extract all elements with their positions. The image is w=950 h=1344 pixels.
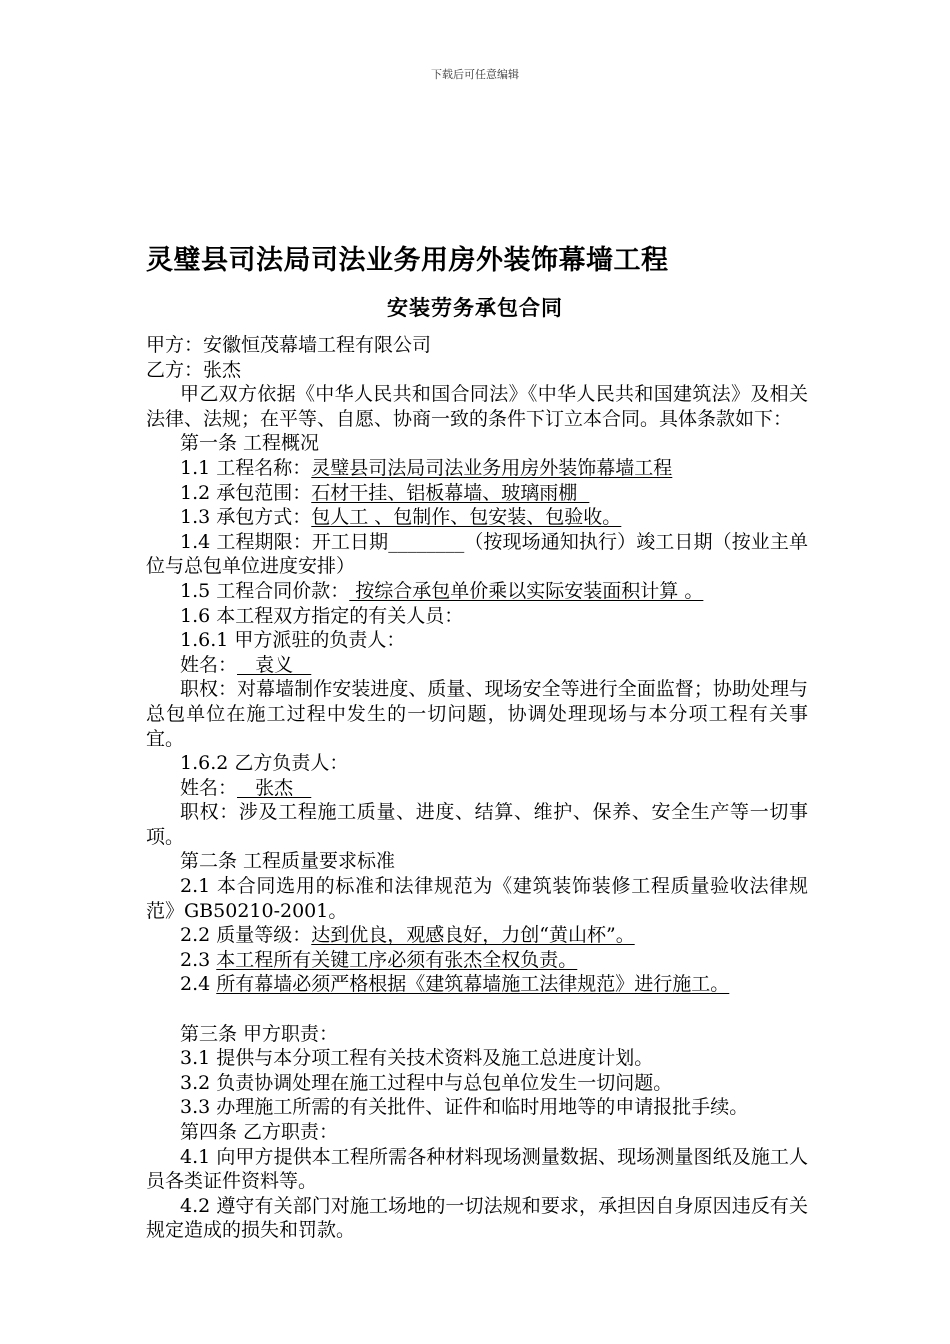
clause-1-5-label: 1.5 工程合同价款： [180,579,350,602]
clause-2-4-label: 2.4 [180,973,217,996]
party-a-value: 安徽恒茂幕墙工程有限公司 [203,334,432,356]
clause-2-1: 2.1 本合同选用的标准和法律规范为《建筑装饰装修工程质量验收法律规范》GB50210-2001。 [146,875,808,922]
party-a-rep-duty: 职权：对幕墙制作安装进度、质量、现场安全等进行全面监督；协助处理与总包单位在施工过程中发生的一切问题，协调处理现场与本分项工程有关事宜。 [146,678,808,750]
clause-1-1-label: 1.1 工程名称： [180,456,312,479]
title-project-name: 灵璧县司法局司法业务用房外装饰幕墙工程 [146,245,669,276]
clause-1-2-value: 石材干挂、铝板幕墙、玻璃雨棚 [311,481,590,504]
clause-2-2-label: 2.2 质量等级： [180,924,312,947]
clause-2-3-value: 本工程所有关键工序必须有张杰全权负责。 [216,948,578,971]
clause-1-1 [146,456,808,481]
party-b-rep-duty: 职权：涉及工程施工质量、进度、结算、维护、保养、安全生产等一切事项。 [146,801,808,848]
article-4-heading: 第四条 乙方职责： [180,1121,339,1143]
clause-3-1: 3.1 提供与本分项工程有关技术资料及施工总进度计划。 [180,1047,654,1070]
clause-1-5-value: 按综合承包单价乘以实际安装面积计算 。 [349,579,704,602]
party-b-label: 乙方： [146,358,204,381]
clause-4-1: 4.1 向甲方提供本工程所需各种材料现场测量数据、现场测量图纸及施工人员各类证件资料等。 [146,1145,808,1193]
clause-2-4 [146,972,808,997]
clause-3-3: 3.3 办理施工所需的有关批件、证件和临时用地等的申请报批手续。 [180,1096,749,1119]
clause-1-6-1: 1.6.1 甲方派驻的负责人： [180,629,406,652]
party-b-rep-name [146,776,808,801]
clause-2-3-label: 2.3 [180,948,217,971]
clause-1-3 [146,505,808,530]
clause-2-2-value: 达到优良，观感良好，力创“黄山杯”。 [311,924,635,947]
name-label: 姓名： [180,653,238,676]
clause-1-1-value: 灵璧县司法局司法业务用房外装饰幕墙工程 [311,456,673,479]
party-b-value: 张杰 [203,358,242,381]
article-1-heading: 第一条 工程概况 [180,432,320,455]
name-label: 姓名： [180,776,238,799]
intro-paragraph: 甲乙双方依据《中华人民共和国合同法》《中华人民共和国建筑法》及相关法律、法规；在平等、自愿、协商一致的条件下订立本合同。具体条款如下： [146,383,808,430]
contract-body [146,333,808,1243]
clause-2-4-value: 所有幕墙必须严格根据《建筑幕墙施工法律规范》进行施工。 [216,973,730,996]
clause-1-4-rest: （按现场通知执行）竣工日期（按业主单位与总包单位进度安排） [146,530,808,578]
party-a-rep-value: 袁义 [237,653,312,676]
party-a-rep-name [146,653,808,678]
clause-1-3-value: 包人工 、包制作、包安装、包验收。 [311,506,622,529]
party-a [146,333,808,358]
party-b-rep-value: 张杰 [237,776,312,799]
clause-2-2 [146,923,808,948]
clause-1-2-label: 1.2 承包范围： [180,481,312,504]
blank-line [146,997,808,1022]
clause-1-5 [146,579,808,604]
title-contract-type: 安装劳务承包合同 [387,296,563,320]
clause-1-6-2: 1.6.2 乙方负责人： [180,752,349,775]
clause-3-2: 3.2 负责协调处理在施工过程中与总包单位发生一切问题。 [180,1071,673,1094]
clause-1-3-label: 1.3 承包方式： [180,506,312,529]
clause-4-2: 4.2 遵守有关部门对施工场地的一切法规和要求，承担因自身原因违反有关规定造成的损失和罚款。 [146,1194,808,1242]
article-3-heading: 第三条 甲方职责： [180,1022,339,1045]
clause-1-4-label: 1.4 工程期限：开工日期 [180,530,389,553]
start-date-blank: ________ [388,530,465,553]
clause-1-4 [146,530,808,579]
party-a-label: 甲方： [146,334,204,356]
clause-1-2 [146,481,808,506]
page-header-note: 下载后可任意编辑 [431,68,519,81]
article-2-heading: 第二条 工程质量要求标准 [180,850,396,873]
clause-1-6: 1.6 本工程双方指定的有关人员： [180,604,464,627]
clause-2-3 [146,948,808,973]
party-b [146,358,808,383]
